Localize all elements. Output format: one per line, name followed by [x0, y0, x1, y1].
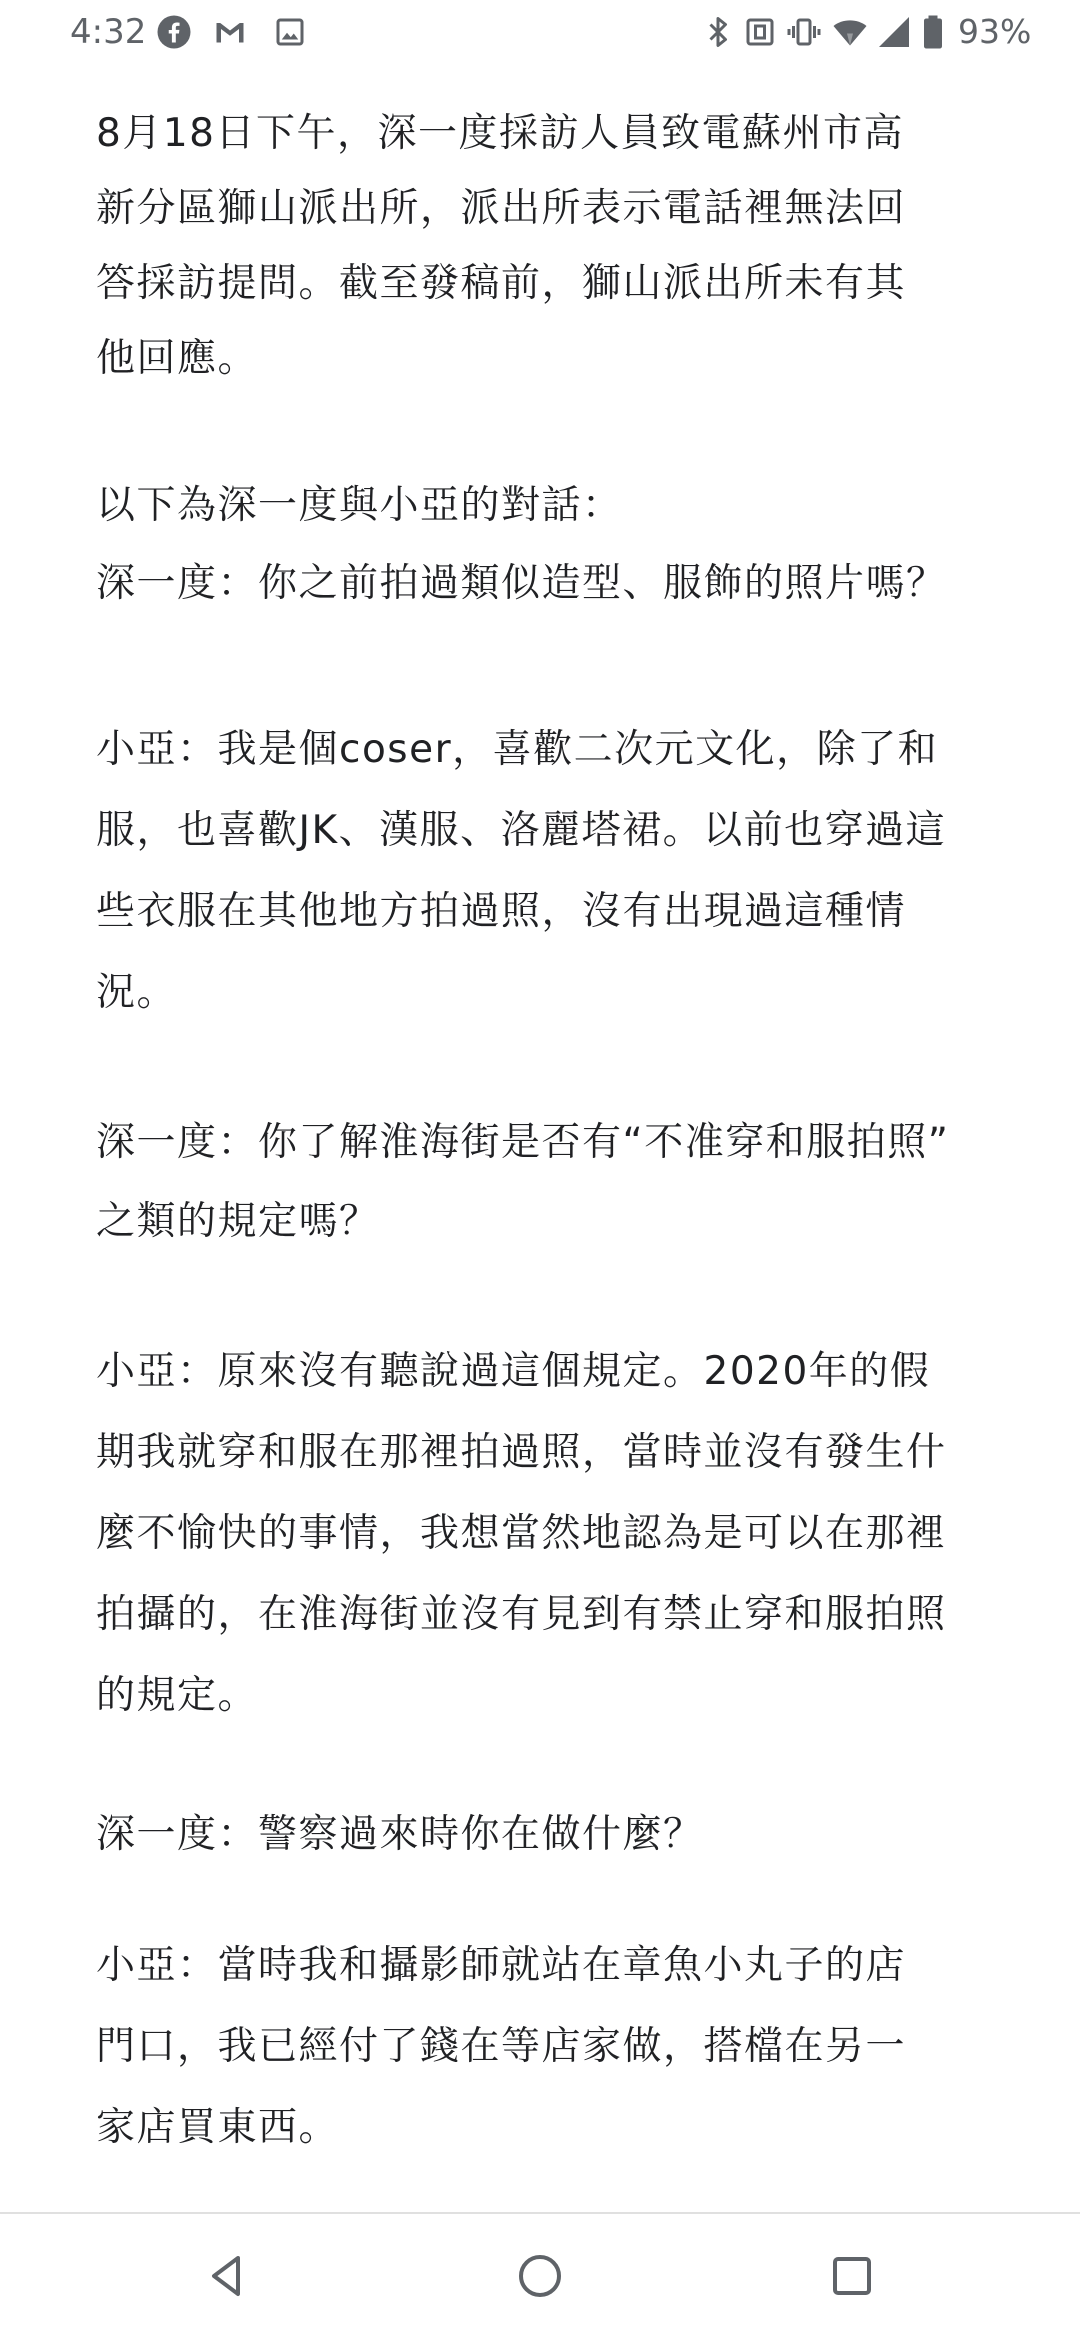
- text-line: 以下為深一度與小亞的對話：: [96, 483, 623, 528]
- text-line: 的規定。: [96, 1673, 259, 1718]
- recents-icon[interactable]: [828, 2252, 876, 2300]
- text-line: 小亞：我是個coser，喜歡二次元文化，除了和: [96, 727, 939, 772]
- nfc-icon: [742, 14, 778, 50]
- article-paragraph: [96, 1331, 996, 1736]
- article-body: [96, 96, 996, 2168]
- battery-percentage: 93%: [958, 12, 1032, 51]
- text-line: 況。: [96, 970, 178, 1015]
- battery-icon: [918, 14, 948, 50]
- facebook-icon: [156, 14, 192, 50]
- text-line: 之類的規定嗎？: [96, 1199, 380, 1244]
- text-line: 深一度：警察過來時你在做什麼？: [96, 1812, 704, 1857]
- text-line: 新分區獅山派出所，派出所表示電話裡無法回: [96, 186, 907, 231]
- text-line: 服，也喜歡JK、漢服、洛麗塔裙。以前也穿過這: [96, 808, 947, 853]
- text-line: 小亞：原來沒有聽說過這個規定。2020年的假: [96, 1349, 931, 1394]
- text-line: 答採訪提問。截至發稿前，獅山派出所未有其: [96, 261, 907, 306]
- article-paragraph: [96, 1103, 996, 1261]
- navigation-bar: [0, 2212, 1080, 2342]
- wifi-icon: [832, 14, 868, 50]
- back-icon[interactable]: [204, 2252, 252, 2300]
- bluetooth-icon: [700, 14, 736, 50]
- article-paragraph: [96, 467, 996, 623]
- gmail-icon: [212, 14, 248, 50]
- article-paragraph: [96, 96, 996, 396]
- status-bar: [0, 0, 1080, 66]
- text-line: 期我就穿和服在那裡拍過照，當時並沒有發生什: [96, 1430, 947, 1475]
- article-paragraph: [96, 1794, 996, 1875]
- text-line: 麼不愉快的事情，我想當然地認為是可以在那裡: [96, 1511, 947, 1556]
- text-line: 家店買東西。: [96, 2105, 340, 2150]
- text-line: 他回應。: [96, 336, 259, 381]
- text-line: 些衣服在其他地方拍過照，沒有出現過這種情: [96, 889, 907, 934]
- article-paragraph: [96, 1925, 996, 2168]
- image-icon: [272, 14, 308, 50]
- status-time: 4:32: [70, 12, 147, 52]
- text-line: 8月18日下午，深一度採訪人員致電蘇州市高: [96, 111, 904, 156]
- text-line: 小亞：當時我和攝影師就站在章魚小丸子的店: [96, 1943, 907, 1988]
- cell-signal-icon: [876, 14, 912, 50]
- vibrate-icon: [786, 14, 822, 50]
- text-line: 拍攝的，在淮海街並沒有見到有禁止穿和服拍照: [96, 1592, 947, 1637]
- article-paragraph: [96, 709, 996, 1033]
- text-line: 門口，我已經付了錢在等店家做，搭檔在另一: [96, 2024, 907, 2069]
- home-icon[interactable]: [516, 2252, 564, 2300]
- text-line: 深一度：你了解淮海街是否有“不准穿和服拍照”: [96, 1120, 950, 1165]
- text-line: 深一度：你之前拍過類似造型、服飾的照片嗎？: [96, 561, 947, 606]
